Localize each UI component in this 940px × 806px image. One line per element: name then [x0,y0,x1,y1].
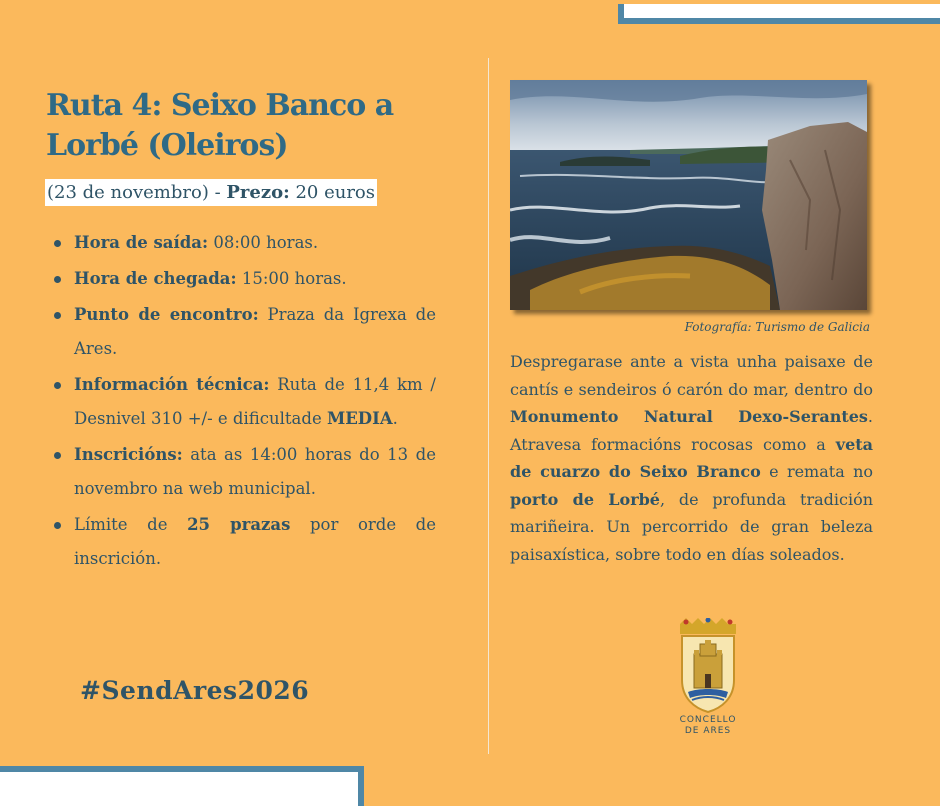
limit-places: 25 prazas [187,515,291,534]
limit-pre: Límite de [74,515,188,534]
technical-info-end: . [392,409,398,428]
description-text: , de profunda tradición mariñeira. Un percorrido de gran beleza paisaxística, sobre todo en días soleados. [510,489,874,564]
limit-post: por orde de inscrición. [74,515,437,568]
coastal-cliffs-photo [510,80,867,310]
route-title: Ruta 4: Seixo Banco a Lorbé (Oleiros) [46,88,394,163]
port-name: porto de Lorbé [510,489,660,509]
meeting-point-value: Praza da Igrexa de Ares. [74,305,436,358]
meeting-point-label: Punto de encontro: [74,305,259,324]
photo-caption: Fotografía: Turismo de Galicia [684,320,870,334]
list-item [54,262,436,296]
departure-label: Hora de saída: [74,233,209,252]
list-item [54,508,436,576]
description-text: e remata no [760,462,874,481]
technical-info-value: Ruta de 11,4 km / Desnivel 310 +/- e dificultade [74,375,436,428]
departure-value: 08:00 horas. [208,233,319,252]
difficulty-value: MEDIA [326,409,393,428]
route-info-list [54,226,436,578]
arrival-value: 15:00 horas. [236,269,347,288]
route-date: (23 de novembro) - [47,182,227,203]
list-item [54,368,436,436]
decorative-frame-top [618,4,940,24]
route-description [510,348,873,568]
description-text: Despregarase ante a vista unha paisaxe de cantís e sendeiros ó carón do mar, dentro do [510,352,873,399]
price-label: Prezo: [226,182,290,203]
hashtag: #SendAres2026 [80,676,310,705]
list-item [54,226,436,260]
natural-monument-name: Monumento Natural Dexo-Serantes [510,407,868,426]
list-item [54,298,436,366]
list-item [54,438,436,506]
technical-info-label: Información técnica: [74,375,270,394]
quartz-vein-name: veta de cuarzo do Seixo Branco [510,434,873,481]
description-text: . Atravesa formacións rocosas como a [510,407,873,454]
arrival-label: Hora de chegada: [74,269,237,288]
column-divider [488,58,489,754]
registration-label: Inscricións: [74,445,183,464]
concello-logo-text [660,715,756,737]
logo-line-2: DE ARES [684,726,732,736]
registration-value: ata as 14:00 horas do 13 de novembro na web municipal. [74,445,436,498]
price-value: 20 euros [289,182,376,203]
date-price-line [45,179,377,206]
logo-line-1: CONCELLO [679,715,737,725]
coastal-cliffs-illustration [510,80,867,310]
decorative-frame-bottom [0,766,364,806]
